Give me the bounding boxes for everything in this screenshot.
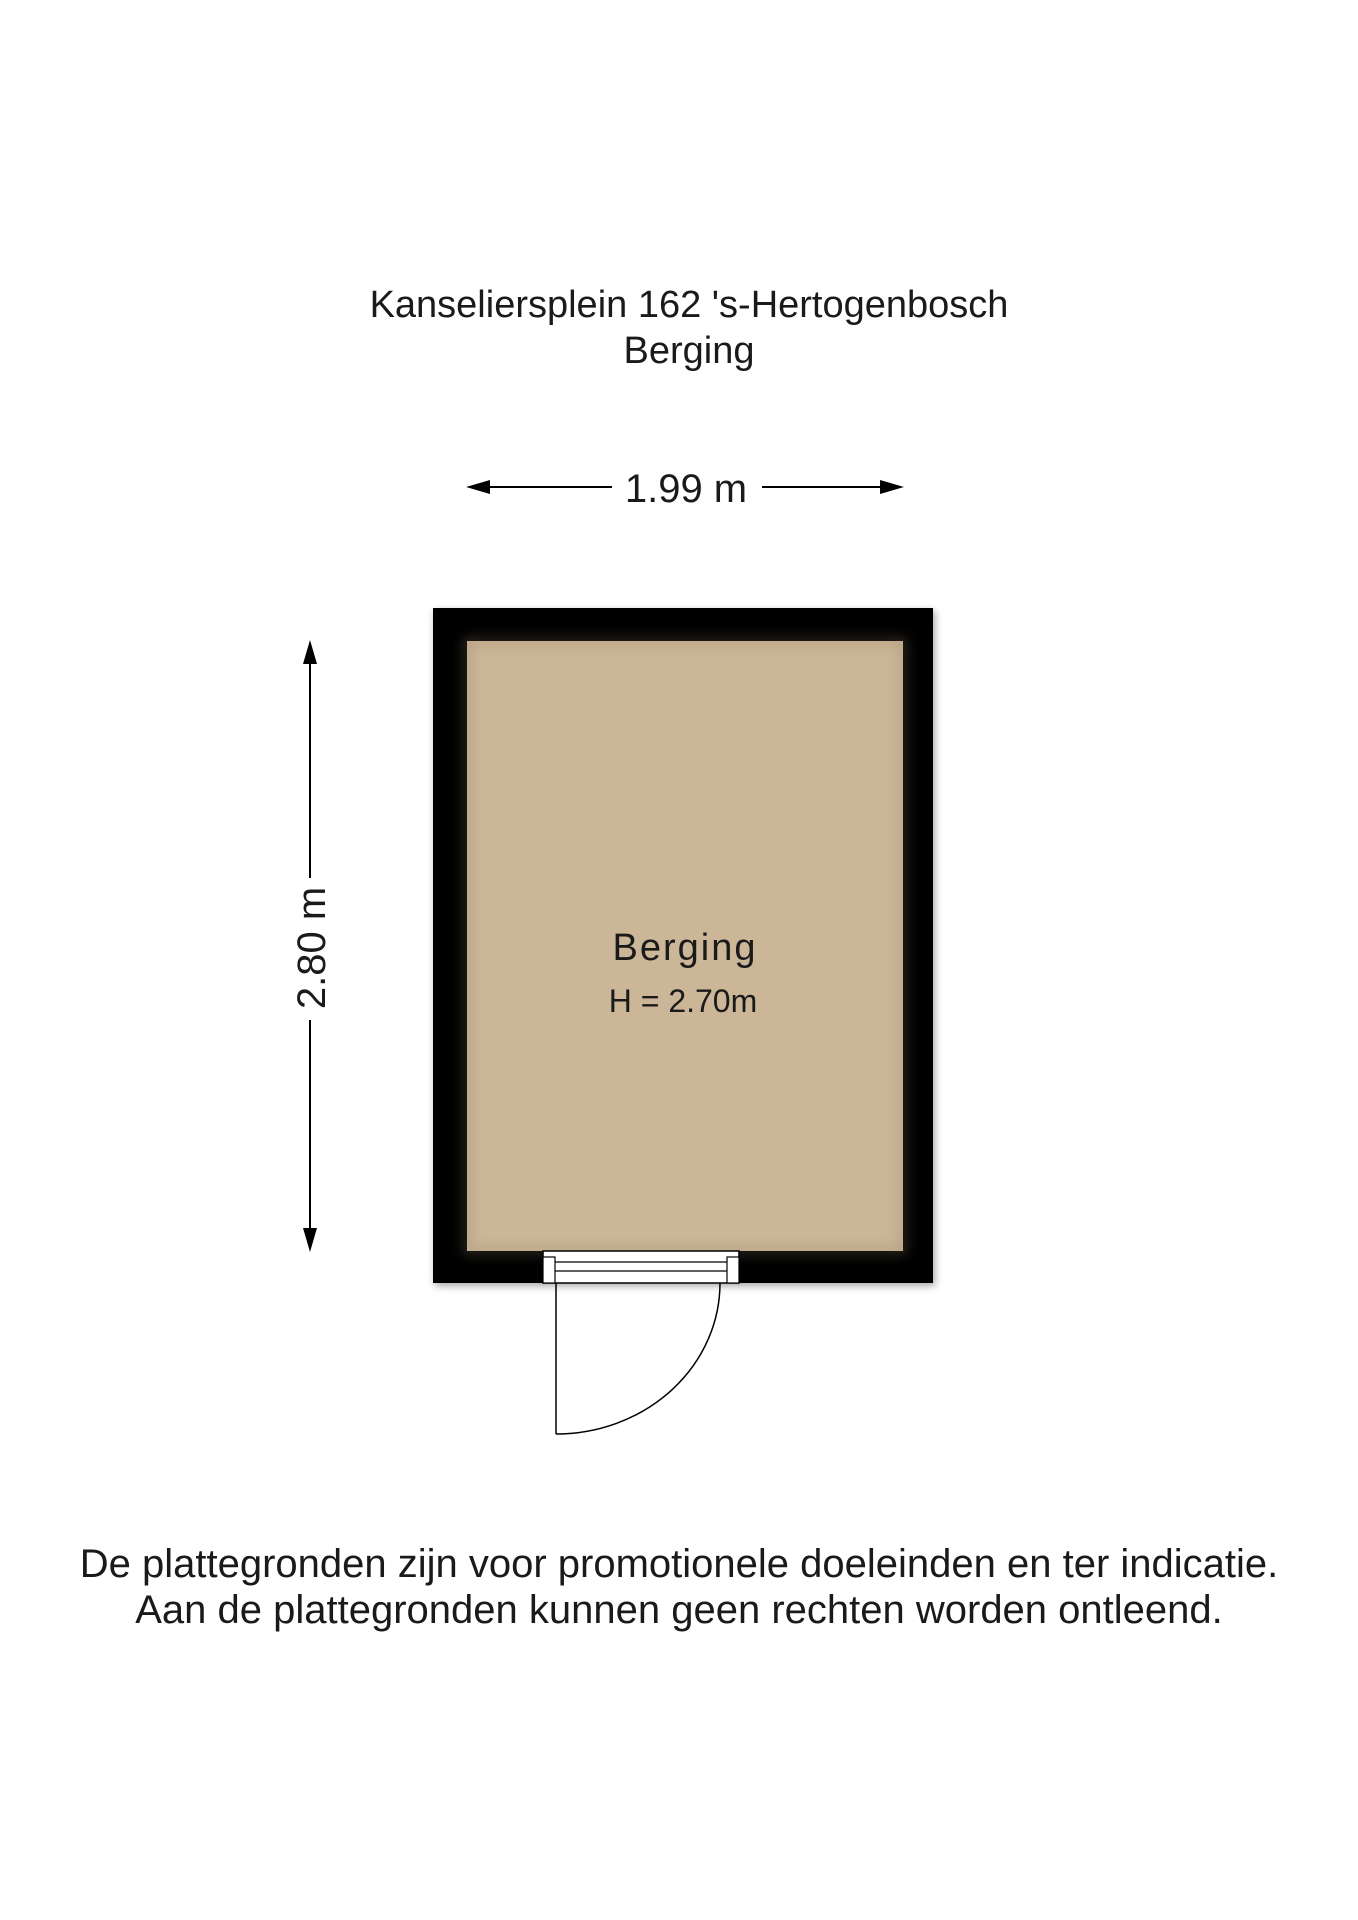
width-arrowhead-left <box>466 480 490 494</box>
door-swing-arc <box>556 1283 720 1434</box>
room-height-label: H = 2.70m <box>608 983 758 1019</box>
disclaimer-line-2: Aan de plattegronden kunnen geen rechten worden ontleend. <box>135 1588 1223 1632</box>
floor-subtitle: Berging <box>623 330 755 372</box>
door-jamb-right <box>727 1257 739 1283</box>
width-dimension <box>466 467 904 511</box>
depth-arrowhead-top <box>303 640 317 664</box>
width-arrowhead-right <box>880 480 904 494</box>
depth-dimension <box>290 640 334 1252</box>
door-jamb-left <box>543 1257 555 1283</box>
room-name-label: Berging <box>612 927 758 969</box>
depth-arrowhead-bottom <box>303 1228 317 1252</box>
door-opening <box>543 1251 739 1283</box>
door <box>543 1251 739 1434</box>
disclaimer-line-1: De plattegronden zijn voor promotionele doeleinden en ter indicatie. <box>79 1542 1279 1586</box>
disclaimer <box>0 1541 1358 1633</box>
address-title: Kanseliersplein 162 's-Hertogenbosch <box>369 284 1009 326</box>
width-dimension-label: 1.99 m <box>624 467 748 511</box>
depth-dimension-label: 2.80 m <box>290 886 334 1010</box>
